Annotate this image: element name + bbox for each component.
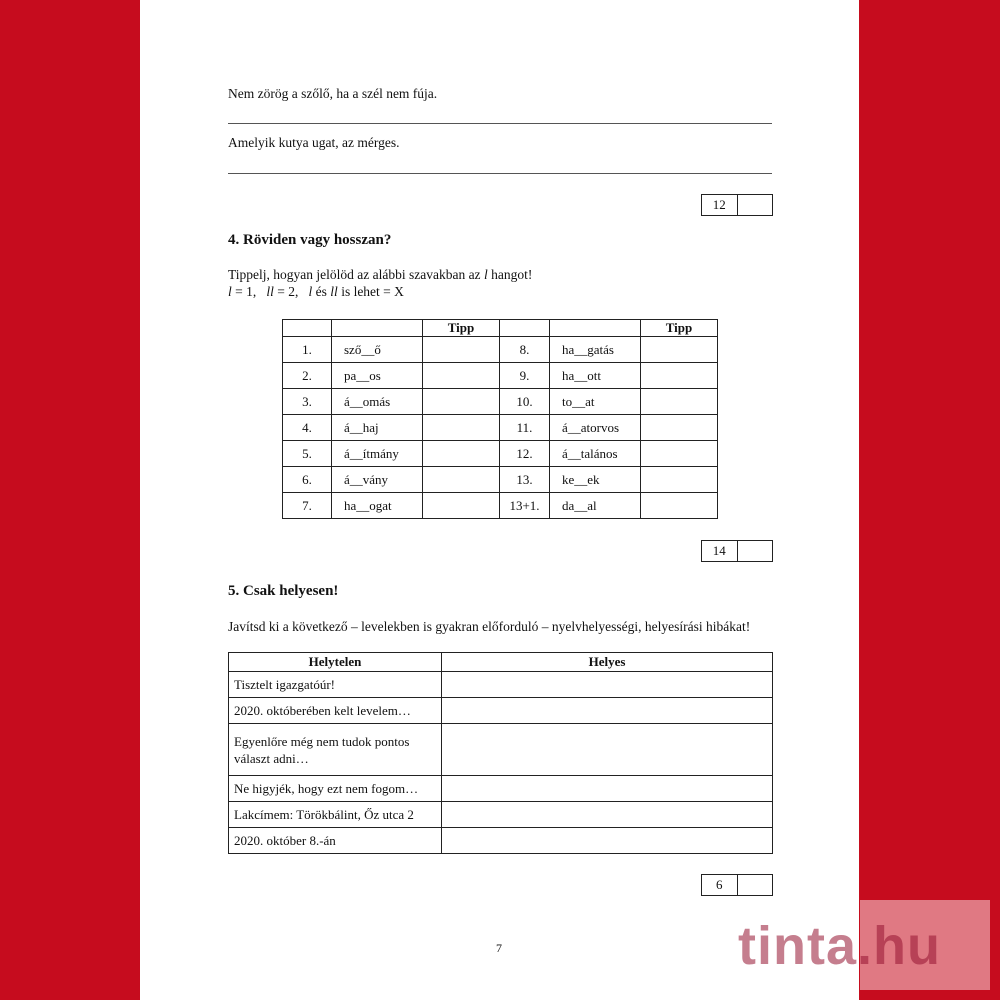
item-word: ha__ott [550,363,641,389]
task4-header-row [283,320,718,337]
watermark-logo: tinta.hu [738,916,941,976]
item-number: 9. [500,363,550,389]
tipp-cell[interactable] [641,467,718,493]
item-word: pa__os [332,363,423,389]
item-number: 4. [283,415,332,441]
table-row [229,724,773,776]
wrong-text: Lakcímem: Törökbálint, Őz utca 2 [229,802,442,828]
score-box-12 [701,194,773,216]
item-word: á__ítmány [332,441,423,467]
score-earned[interactable] [737,875,773,895]
wrong-text: Ne higyjék, hogy ezt nem fogom… [229,776,442,802]
tipp-header: Tipp [423,320,500,337]
item-number: 10. [500,389,550,415]
item-number: 1. [283,337,332,363]
item-word: á__haj [332,415,423,441]
item-number: 2. [283,363,332,389]
item-number: 8. [500,337,550,363]
item-number: 6. [283,467,332,493]
item-word: á__atorvos [550,415,641,441]
item-number: 13+1. [500,493,550,519]
item-word: ha__ogat [332,493,423,519]
score-max: 6 [716,877,723,892]
tipp-cell[interactable] [641,389,718,415]
table-row [283,337,718,363]
item-word: á__vány [332,467,423,493]
item-word: á__talános [550,441,641,467]
task4-instruction: Tippelj, hogyan jelölöd az alábbi szavakban az l hangot! [228,267,533,282]
tipp-cell[interactable] [641,415,718,441]
table-row [229,672,773,698]
tipp-cell[interactable] [423,415,500,441]
tipp-cell[interactable] [423,441,500,467]
proverb-2: Amelyik kutya ugat, az mérges. [228,135,400,150]
answer-cell[interactable] [442,724,773,776]
score-max: 14 [712,543,726,558]
task5-header-row [229,653,773,672]
answer-cell[interactable] [442,776,773,802]
item-number: 5. [283,441,332,467]
table-row [283,389,718,415]
tipp-cell[interactable] [423,363,500,389]
task5-table [228,652,773,854]
wrong-text: 2020. október 8.-án [229,828,442,854]
tipp-cell[interactable] [423,493,500,519]
answer-line-1 [228,123,772,124]
score-max: 12 [712,197,726,212]
task5-title: 5. Csak helyesen! [228,583,339,599]
answer-cell[interactable] [442,802,773,828]
score-earned[interactable] [737,541,773,561]
tipp-cell[interactable] [641,337,718,363]
item-word: ke__ek [550,467,641,493]
tipp-cell[interactable] [641,493,718,519]
task4-title: 4. Röviden vagy hosszan? [228,232,392,248]
item-word: á__omás [332,389,423,415]
table-row [283,363,718,389]
table-row [283,415,718,441]
item-word: ha__gatás [550,337,641,363]
item-word: to__at [550,389,641,415]
wrong-text: 2020. októberében kelt levelem… [229,698,442,724]
tipp-cell[interactable] [641,441,718,467]
wrong-text: Egyenlőre még nem tudok pontos választ adni… [229,724,442,776]
col-helytelen: Helytelen [229,653,442,672]
page-number: 7 [496,941,502,955]
answer-cell[interactable] [442,828,773,854]
item-number: 12. [500,441,550,467]
wrong-text: Tisztelt igazgatóúr! [229,672,442,698]
answer-cell[interactable] [442,672,773,698]
score-box-6 [701,874,773,896]
item-number: 3. [283,389,332,415]
item-number: 13. [500,467,550,493]
table-row [283,493,718,519]
table-row [229,698,773,724]
item-word: sző__ő [332,337,423,363]
table-row [229,776,773,802]
answer-cell[interactable] [442,698,773,724]
table-row [229,828,773,854]
score-earned[interactable] [737,195,773,215]
answer-line-2 [228,173,772,174]
tipp-cell[interactable] [423,337,500,363]
item-number: 7. [283,493,332,519]
col-helyes: Helyes [442,653,773,672]
task5-instruction: Javítsd ki a következő – levelekben is gyakran előforduló – nyelvhelyességi, helyesírási hibákat! [228,619,751,634]
item-number: 11. [500,415,550,441]
tipp-header: Tipp [641,320,718,337]
item-word: da__al [550,493,641,519]
proverb-1: Nem zörög a szőlő, ha a szél nem fúja. [228,86,438,101]
task4-table [282,319,718,519]
task4-legend: l = 1, ll = 2, l és ll is lehet = X [228,284,404,299]
tipp-cell[interactable] [423,389,500,415]
table-row [283,441,718,467]
score-box-14 [701,540,773,562]
table-row [283,467,718,493]
table-row [229,802,773,828]
tipp-cell[interactable] [423,467,500,493]
tipp-cell[interactable] [641,363,718,389]
